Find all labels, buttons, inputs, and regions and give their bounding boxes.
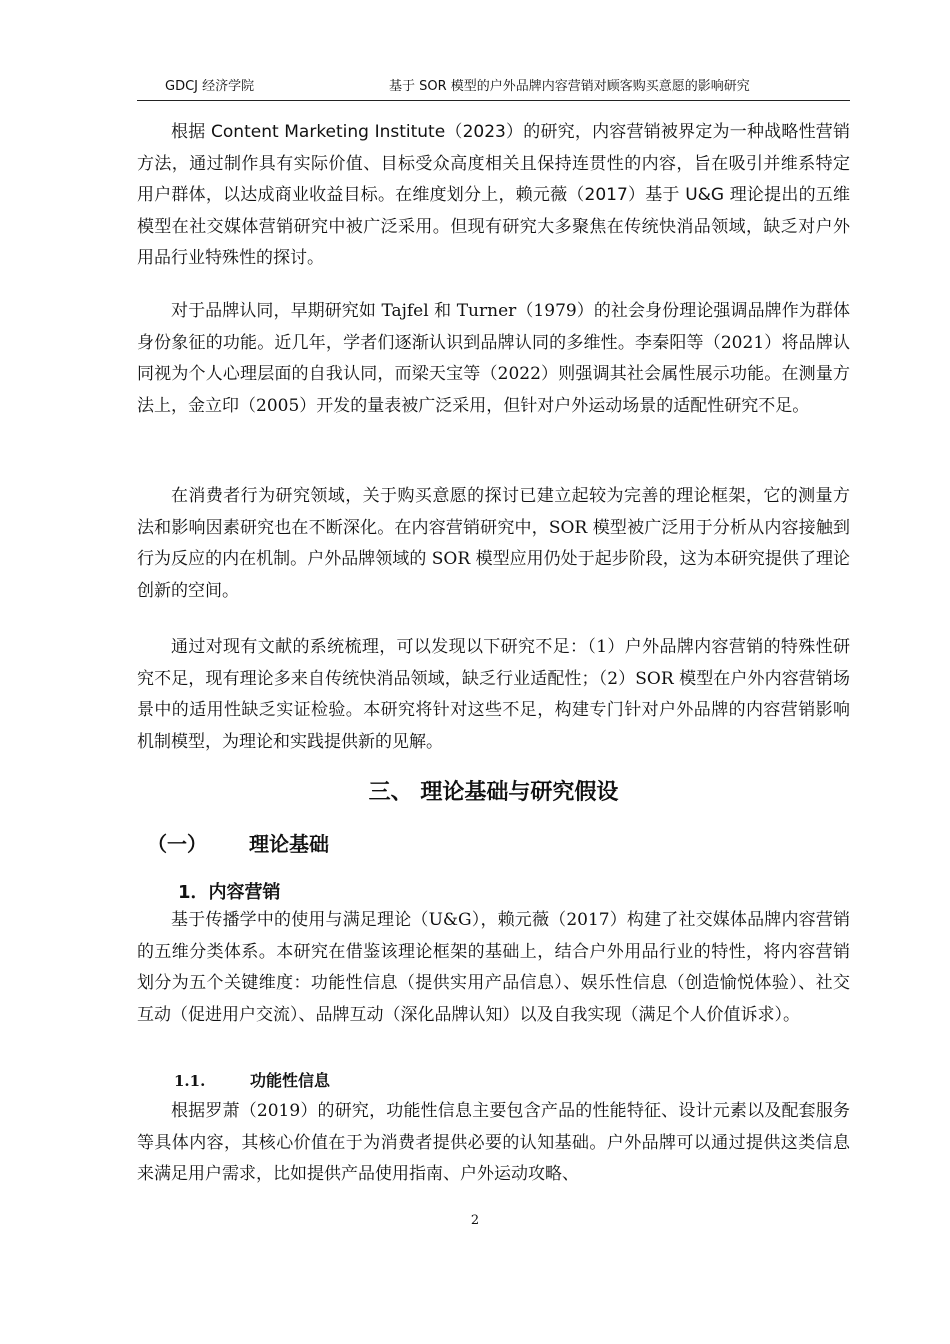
paragraph-content-marketing-dimensions: 基于传播学中的使用与满足理论（U&G），赖元薇（2017）构建了社交媒体品牌内容营销的五维分类体系。本研究在借鉴该理论框架的基础上，结合户外用品行业的特性，将内容营销划分为五个关键维度：功能性信息（提供实用产品信息）、娱乐性信息（创造愉悦体验）、社交互动（促进用户交流）、品牌互动（深化品牌认知）以及自我实现（满足个人价值诉求）。: [137, 910, 850, 1025]
chapter-title: 三、 理论基础与研究假设: [368, 780, 619, 805]
header-institution: GDCJ 经济学院: [165, 79, 255, 94]
paragraph-purchase-intention: 在消费者行为研究领域，关于购买意愿的探讨已建立起较为完善的理论框架，它的测量方法和影响因素研究也在不断深化。在内容营销研究中，SOR 模型被广泛用于分析从内容接触到行为反应的内在机制。户外品牌领域的 SOR 模型应用仍处于起步阶段，这为本研究提供了理论创新的空间。: [137, 486, 850, 601]
paragraph-brand-identity: 对于品牌认同，早期研究如 Tajfel 和 Turner（1979）的社会身份理论强调品牌作为群体身份象征的功能。近几年，学者们逐渐认识到品牌认同的多维性。李秦阳等（2021）将品牌认同视为个人心理层面的自我认同，而梁天宝等（2022）则强调其社会属性展示功能。在测量方法上，金立印（2005）开发的量表被广泛采用，但针对户外运动场景的适配性研究不足。: [137, 301, 850, 416]
subsubsection-heading: [174, 1068, 330, 1094]
subsubsection-number: 1.1.: [174, 1072, 206, 1090]
subsubsection-title: 功能性信息: [250, 1071, 331, 1090]
paragraph-content-marketing-definition: 根据 Content Marketing Institute（2023）的研究，内容营销被界定为一种战略性营销方法，通过制作具有实际价值、目标受众高度相关且保持连贯性的内容，旨在吸引并维系特定用户群体，以达成商业收益目标。在维度划分上，赖元薇（2017）基于 U&G 理论提出的五维模型在社交媒体营销研究中被广泛采用。但现有研究大多聚焦在传统快消品领域，缺乏对户外用品行业特殊性的探讨。: [137, 122, 850, 268]
header-paper-title: 基于 SOR 模型的户外品牌内容营销对顾客购买意愿的影响研究: [389, 79, 750, 94]
paragraph-research-gaps: 通过对现有文献的系统梳理，可以发现以下研究不足：（1）户外品牌内容营销的特殊性研究不足，现有理论多来自传统快消品领域，缺乏行业适配性；（2）SOR 模型在户外内容营销场景中的适用性缺乏实证检验。本研究将针对这些不足，构建专门针对户外品牌的内容营销影响机制模型，为理论和实践提供新的见解。: [137, 637, 850, 752]
page-number: 2: [470, 1213, 480, 1228]
page-header: [137, 78, 850, 101]
section-number: （一）: [147, 832, 207, 856]
paragraph-functional-information: 根据罗萧（2019）的研究，功能性信息主要包含产品的性能特征、设计元素以及配套服务等具体内容，其核心价值在于为消费者提供必要的认知基础。户外品牌可以通过提供这类信息来满足用户需求，比如提供产品使用指南、户外运动攻略、: [137, 1101, 850, 1184]
section-heading: [147, 829, 329, 859]
subsection-heading: 1．内容营销: [178, 882, 281, 903]
section-title: 理论基础: [249, 832, 329, 856]
